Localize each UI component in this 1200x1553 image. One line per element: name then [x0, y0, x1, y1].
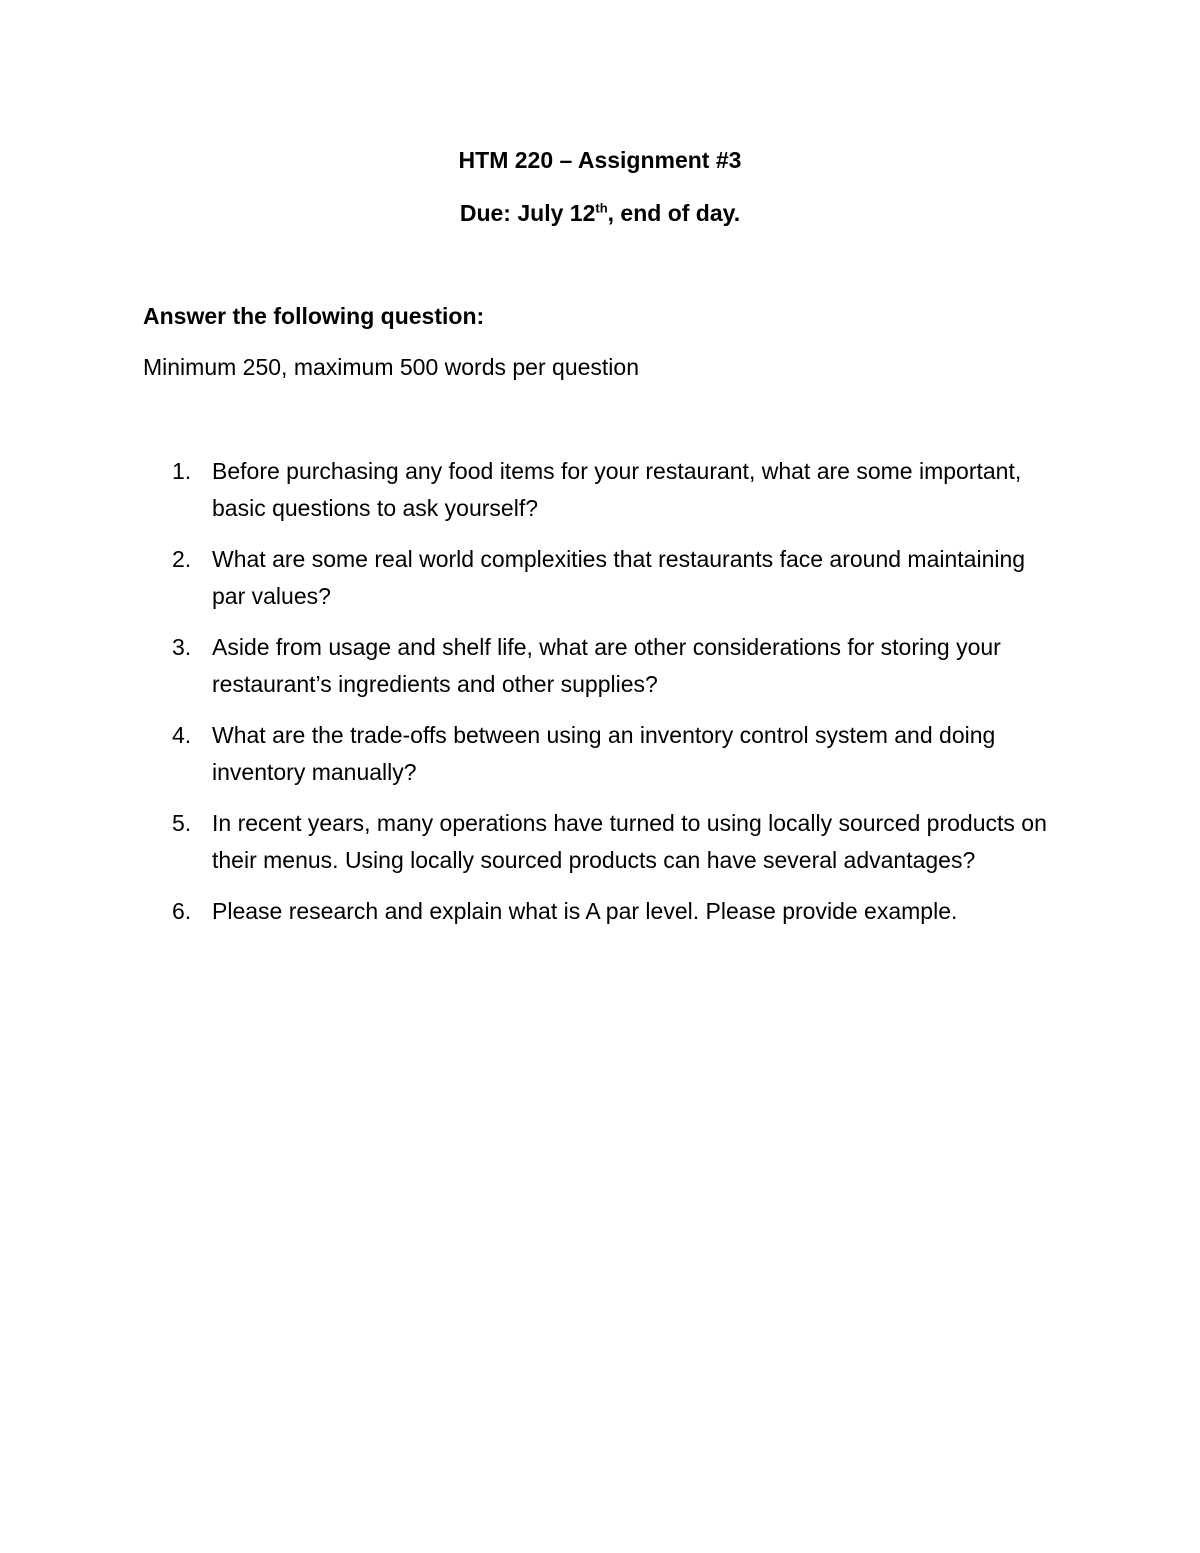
- question-number: 5.: [172, 810, 192, 836]
- due-date-superscript: th: [595, 200, 608, 216]
- question-text: Before purchasing any food items for your restaurant, what are some important, basic questions to ask yourself?: [212, 458, 1022, 521]
- question-item: [172, 453, 1052, 526]
- question-number: 4.: [172, 722, 192, 748]
- question-text: Aside from usage and shelf life, what are other considerations for storing your restaurant’s ingredients and other supplies?: [212, 634, 1001, 697]
- due-date-suffix: , end of day.: [607, 200, 741, 226]
- question-list: [172, 453, 1052, 945]
- question-item: [172, 717, 1052, 790]
- word-limit-note: Minimum 250, maximum 500 words per question: [143, 354, 639, 380]
- due-date: [0, 196, 1200, 230]
- question-number: 1.: [172, 458, 192, 484]
- question-item: [172, 629, 1052, 702]
- instruction-heading: Answer the following question:: [143, 303, 485, 329]
- question-text: Please research and explain what is A par level. Please provide example.: [212, 898, 958, 924]
- question-text: In recent years, many operations have turned to using locally sourced products on their menus. Using locally sourced products can have several advantages?: [212, 810, 1047, 873]
- document-title: HTM 220 – Assignment #3: [458, 147, 742, 173]
- question-number: 3.: [172, 634, 192, 660]
- question-number: 2.: [172, 546, 192, 572]
- question-item: [172, 805, 1052, 878]
- question-number: 6.: [172, 898, 192, 924]
- question-text: What are the trade-offs between using an inventory control system and doing inventory manually?: [212, 722, 996, 785]
- question-text: What are some real world complexities that restaurants face around maintaining par values?: [212, 546, 1026, 609]
- due-date-prefix: Due: July 12: [459, 200, 596, 226]
- question-item: [172, 541, 1052, 614]
- question-item: [172, 893, 1052, 930]
